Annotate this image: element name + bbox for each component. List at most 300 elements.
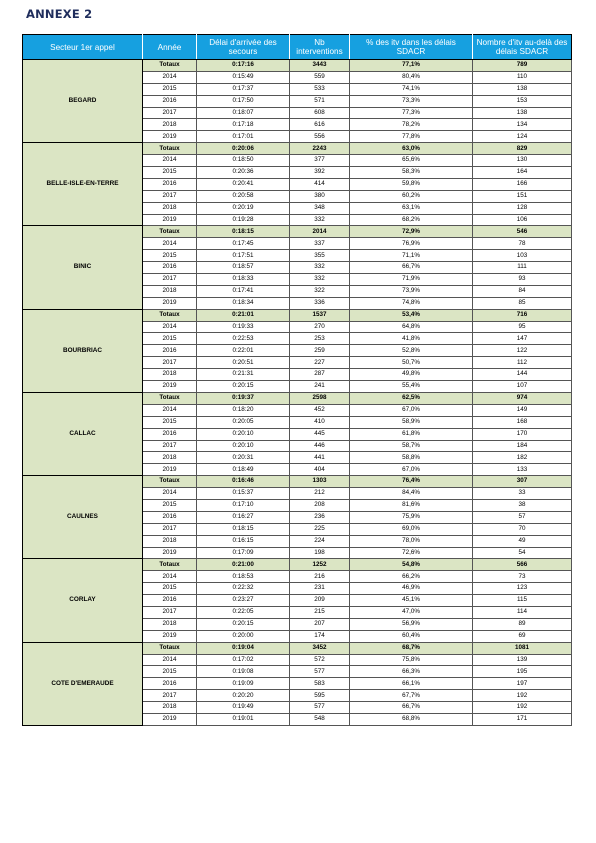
nombre-au-dela-cell: 789: [473, 60, 572, 72]
delai-cell: 0:18:33: [197, 274, 290, 286]
annee-cell: 2015: [143, 666, 197, 678]
annee-cell: Totaux: [143, 642, 197, 654]
nb-interventions-cell: 3452: [290, 642, 350, 654]
pct-delais-cell: 73,9%: [350, 285, 473, 297]
nombre-au-dela-cell: 73: [473, 571, 572, 583]
pct-delais-cell: 60,4%: [350, 630, 473, 642]
annee-cell: 2015: [143, 250, 197, 262]
pct-delais-cell: 60,2%: [350, 190, 473, 202]
nb-interventions-cell: 174: [290, 630, 350, 642]
delai-cell: 0:15:37: [197, 488, 290, 500]
pct-delais-cell: 77,8%: [350, 131, 473, 143]
delai-cell: 0:17:37: [197, 83, 290, 95]
pct-delais-cell: 75,8%: [350, 654, 473, 666]
sector-name-cell: BELLE-ISLE-EN-TERRE: [23, 143, 143, 226]
annee-cell: 2018: [143, 285, 197, 297]
nb-interventions-cell: 572: [290, 654, 350, 666]
sector-name-cell: BOURBRIAC: [23, 309, 143, 392]
pct-delais-cell: 78,0%: [350, 535, 473, 547]
pct-delais-cell: 66,2%: [350, 571, 473, 583]
pct-delais-cell: 72,9%: [350, 226, 473, 238]
nb-interventions-cell: 1252: [290, 559, 350, 571]
delai-cell: 0:20:06: [197, 143, 290, 155]
delai-cell: 0:19:28: [197, 214, 290, 226]
nb-interventions-cell: 583: [290, 678, 350, 690]
header-delai: Délai d'arrivée des secours: [197, 35, 290, 60]
delai-cell: 0:20:15: [197, 618, 290, 630]
nombre-au-dela-cell: 111: [473, 262, 572, 274]
delai-cell: 0:17:01: [197, 131, 290, 143]
nombre-au-dela-cell: 151: [473, 190, 572, 202]
nb-interventions-cell: 548: [290, 713, 350, 725]
annee-cell: 2019: [143, 214, 197, 226]
delai-cell: 0:17:09: [197, 547, 290, 559]
nombre-au-dela-cell: 69: [473, 630, 572, 642]
delai-cell: 0:20:41: [197, 178, 290, 190]
pct-delais-cell: 55,4%: [350, 381, 473, 393]
sector-name-cell: CAULNES: [23, 476, 143, 559]
sector-name-cell: BEGARD: [23, 60, 143, 143]
delai-cell: 0:20:19: [197, 202, 290, 214]
nb-interventions-cell: 224: [290, 535, 350, 547]
delai-cell: 0:20:31: [197, 452, 290, 464]
annee-cell: 2016: [143, 178, 197, 190]
delai-cell: 0:19:04: [197, 642, 290, 654]
annee-cell: 2018: [143, 202, 197, 214]
header-annee: Année: [143, 35, 197, 60]
nb-interventions-cell: 410: [290, 416, 350, 428]
delai-cell: 0:18:53: [197, 571, 290, 583]
pct-delais-cell: 77,3%: [350, 107, 473, 119]
nb-interventions-cell: 216: [290, 571, 350, 583]
nb-interventions-cell: 577: [290, 666, 350, 678]
header-pct-delais: % des itv dans les délais SDACR: [350, 35, 473, 60]
totals-row: [23, 309, 572, 321]
totals-row: [23, 559, 572, 571]
delai-cell: 0:18:50: [197, 155, 290, 167]
nombre-au-dela-cell: 110: [473, 71, 572, 83]
nb-interventions-cell: 577: [290, 702, 350, 714]
nombre-au-dela-cell: 70: [473, 523, 572, 535]
annee-cell: 2019: [143, 464, 197, 476]
delai-cell: 0:19:08: [197, 666, 290, 678]
annee-cell: 2014: [143, 71, 197, 83]
nb-interventions-cell: 441: [290, 452, 350, 464]
delai-cell: 0:18:20: [197, 404, 290, 416]
delai-cell: 0:17:45: [197, 238, 290, 250]
pct-delais-cell: 81,6%: [350, 499, 473, 511]
annee-cell: Totaux: [143, 309, 197, 321]
table-header-row: [23, 35, 572, 60]
totals-row: [23, 392, 572, 404]
delai-cell: 0:16:27: [197, 511, 290, 523]
delai-cell: 0:18:34: [197, 297, 290, 309]
annee-cell: 2018: [143, 535, 197, 547]
nombre-au-dela-cell: 84: [473, 285, 572, 297]
delai-cell: 0:22:53: [197, 333, 290, 345]
annee-cell: 2016: [143, 262, 197, 274]
nb-interventions-cell: 336: [290, 297, 350, 309]
pct-delais-cell: 68,2%: [350, 214, 473, 226]
annee-cell: 2019: [143, 297, 197, 309]
annee-cell: 2014: [143, 404, 197, 416]
nb-interventions-cell: 332: [290, 262, 350, 274]
nombre-au-dela-cell: 93: [473, 274, 572, 286]
delai-cell: 0:18:15: [197, 523, 290, 535]
pct-delais-cell: 53,4%: [350, 309, 473, 321]
annee-cell: 2016: [143, 345, 197, 357]
nb-interventions-cell: 2598: [290, 392, 350, 404]
delai-cell: 0:20:51: [197, 357, 290, 369]
nombre-au-dela-cell: 49: [473, 535, 572, 547]
nombre-au-dela-cell: 307: [473, 476, 572, 488]
nombre-au-dela-cell: 95: [473, 321, 572, 333]
delai-cell: 0:18:49: [197, 464, 290, 476]
nombre-au-dela-cell: 107: [473, 381, 572, 393]
nombre-au-dela-cell: 171: [473, 713, 572, 725]
annee-cell: 2015: [143, 83, 197, 95]
pct-delais-cell: 66,1%: [350, 678, 473, 690]
nombre-au-dela-cell: 103: [473, 250, 572, 262]
delai-cell: 0:19:01: [197, 713, 290, 725]
nb-interventions-cell: 377: [290, 155, 350, 167]
pct-delais-cell: 58,7%: [350, 440, 473, 452]
nb-interventions-cell: 322: [290, 285, 350, 297]
annee-cell: 2018: [143, 618, 197, 630]
nb-interventions-cell: 270: [290, 321, 350, 333]
nombre-au-dela-cell: 112: [473, 357, 572, 369]
pct-delais-cell: 52,8%: [350, 345, 473, 357]
totals-row: [23, 642, 572, 654]
annee-cell: 2017: [143, 606, 197, 618]
nb-interventions-cell: 241: [290, 381, 350, 393]
nb-interventions-cell: 404: [290, 464, 350, 476]
nombre-au-dela-cell: 149: [473, 404, 572, 416]
delai-cell: 0:18:15: [197, 226, 290, 238]
nb-interventions-cell: 212: [290, 488, 350, 500]
pct-delais-cell: 63,1%: [350, 202, 473, 214]
pct-delais-cell: 67,0%: [350, 464, 473, 476]
nombre-au-dela-cell: 57: [473, 511, 572, 523]
annee-cell: 2015: [143, 499, 197, 511]
annee-cell: 2017: [143, 523, 197, 535]
nombre-au-dela-cell: 115: [473, 595, 572, 607]
nb-interventions-cell: 332: [290, 274, 350, 286]
delai-cell: 0:22:32: [197, 583, 290, 595]
pct-delais-cell: 63,0%: [350, 143, 473, 155]
annee-cell: 2015: [143, 416, 197, 428]
nb-interventions-cell: 559: [290, 71, 350, 83]
nombre-au-dela-cell: 170: [473, 428, 572, 440]
nombre-au-dela-cell: 38: [473, 499, 572, 511]
annee-cell: Totaux: [143, 143, 197, 155]
pct-delais-cell: 77,1%: [350, 60, 473, 72]
nombre-au-dela-cell: 128: [473, 202, 572, 214]
nb-interventions-cell: 236: [290, 511, 350, 523]
pct-delais-cell: 73,3%: [350, 95, 473, 107]
intervention-delay-table: [22, 34, 572, 726]
nombre-au-dela-cell: 54: [473, 547, 572, 559]
pct-delais-cell: 62,5%: [350, 392, 473, 404]
pct-delais-cell: 66,3%: [350, 666, 473, 678]
pct-delais-cell: 80,4%: [350, 71, 473, 83]
pct-delais-cell: 54,8%: [350, 559, 473, 571]
nb-interventions-cell: 348: [290, 202, 350, 214]
delai-cell: 0:18:57: [197, 262, 290, 274]
annee-cell: 2015: [143, 167, 197, 179]
annee-cell: 2016: [143, 428, 197, 440]
totals-row: [23, 143, 572, 155]
delai-cell: 0:21:31: [197, 369, 290, 381]
nombre-au-dela-cell: 123: [473, 583, 572, 595]
annee-cell: 2019: [143, 713, 197, 725]
nb-interventions-cell: 2014: [290, 226, 350, 238]
annee-cell: Totaux: [143, 476, 197, 488]
pct-delais-cell: 71,1%: [350, 250, 473, 262]
header-nombre-au-dela: Nombre d'itv au-delà des délais SDACR: [473, 35, 572, 60]
nombre-au-dela-cell: 130: [473, 155, 572, 167]
nb-interventions-cell: 253: [290, 333, 350, 345]
nombre-au-dela-cell: 1081: [473, 642, 572, 654]
sector-name-cell: CALLAC: [23, 392, 143, 475]
nb-interventions-cell: 332: [290, 214, 350, 226]
nombre-au-dela-cell: 138: [473, 107, 572, 119]
nb-interventions-cell: 355: [290, 250, 350, 262]
delai-cell: 0:20:20: [197, 690, 290, 702]
delai-cell: 0:15:49: [197, 71, 290, 83]
delai-cell: 0:20:15: [197, 381, 290, 393]
nb-interventions-cell: 556: [290, 131, 350, 143]
pct-delais-cell: 72,6%: [350, 547, 473, 559]
annee-cell: 2016: [143, 595, 197, 607]
nb-interventions-cell: 533: [290, 83, 350, 95]
pct-delais-cell: 50,7%: [350, 357, 473, 369]
nombre-au-dela-cell: 139: [473, 654, 572, 666]
nb-interventions-cell: 446: [290, 440, 350, 452]
annee-cell: 2014: [143, 321, 197, 333]
totals-row: [23, 476, 572, 488]
delai-cell: 0:22:01: [197, 345, 290, 357]
nombre-au-dela-cell: 829: [473, 143, 572, 155]
annee-cell: 2018: [143, 452, 197, 464]
pct-delais-cell: 74,1%: [350, 83, 473, 95]
delai-cell: 0:20:58: [197, 190, 290, 202]
pct-delais-cell: 68,8%: [350, 713, 473, 725]
nb-interventions-cell: 452: [290, 404, 350, 416]
annee-cell: 2016: [143, 511, 197, 523]
nb-interventions-cell: 209: [290, 595, 350, 607]
nb-interventions-cell: 259: [290, 345, 350, 357]
nb-interventions-cell: 225: [290, 523, 350, 535]
nombre-au-dela-cell: 192: [473, 702, 572, 714]
nb-interventions-cell: 227: [290, 357, 350, 369]
annee-cell: 2014: [143, 571, 197, 583]
delai-cell: 0:18:07: [197, 107, 290, 119]
pct-delais-cell: 56,9%: [350, 618, 473, 630]
nb-interventions-cell: 2243: [290, 143, 350, 155]
annee-cell: 2018: [143, 119, 197, 131]
nb-interventions-cell: 207: [290, 618, 350, 630]
pct-delais-cell: 41,8%: [350, 333, 473, 345]
nombre-au-dela-cell: 716: [473, 309, 572, 321]
delai-cell: 0:20:10: [197, 440, 290, 452]
pct-delais-cell: 67,7%: [350, 690, 473, 702]
delai-cell: 0:19:49: [197, 702, 290, 714]
nombre-au-dela-cell: 153: [473, 95, 572, 107]
delai-cell: 0:21:00: [197, 559, 290, 571]
nb-interventions-cell: 608: [290, 107, 350, 119]
delai-cell: 0:16:46: [197, 476, 290, 488]
annee-cell: 2019: [143, 547, 197, 559]
nb-interventions-cell: 616: [290, 119, 350, 131]
pct-delais-cell: 58,9%: [350, 416, 473, 428]
pct-delais-cell: 76,4%: [350, 476, 473, 488]
pct-delais-cell: 47,0%: [350, 606, 473, 618]
annee-cell: 2019: [143, 131, 197, 143]
nombre-au-dela-cell: 546: [473, 226, 572, 238]
annee-cell: 2014: [143, 155, 197, 167]
delai-cell: 0:17:51: [197, 250, 290, 262]
nombre-au-dela-cell: 974: [473, 392, 572, 404]
nb-interventions-cell: 380: [290, 190, 350, 202]
annee-cell: 2017: [143, 107, 197, 119]
annee-cell: 2014: [143, 654, 197, 666]
nb-interventions-cell: 231: [290, 583, 350, 595]
nombre-au-dela-cell: 138: [473, 83, 572, 95]
annee-cell: 2014: [143, 488, 197, 500]
nombre-au-dela-cell: 89: [473, 618, 572, 630]
annee-cell: 2019: [143, 630, 197, 642]
nb-interventions-cell: 208: [290, 499, 350, 511]
pct-delais-cell: 58,8%: [350, 452, 473, 464]
page-title: ANNEXE 2: [26, 7, 93, 21]
pct-delais-cell: 59,8%: [350, 178, 473, 190]
pct-delais-cell: 49,8%: [350, 369, 473, 381]
header-nb-interventions: Nb interventions: [290, 35, 350, 60]
annee-cell: Totaux: [143, 392, 197, 404]
nb-interventions-cell: 3443: [290, 60, 350, 72]
nombre-au-dela-cell: 147: [473, 333, 572, 345]
nb-interventions-cell: 571: [290, 95, 350, 107]
nombre-au-dela-cell: 106: [473, 214, 572, 226]
pct-delais-cell: 64,8%: [350, 321, 473, 333]
nombre-au-dela-cell: 114: [473, 606, 572, 618]
nb-interventions-cell: 1303: [290, 476, 350, 488]
nombre-au-dela-cell: 85: [473, 297, 572, 309]
annee-cell: 2017: [143, 357, 197, 369]
nombre-au-dela-cell: 78: [473, 238, 572, 250]
pct-delais-cell: 84,4%: [350, 488, 473, 500]
delai-cell: 0:22:05: [197, 606, 290, 618]
nb-interventions-cell: 198: [290, 547, 350, 559]
delai-cell: 0:17:41: [197, 285, 290, 297]
pct-delais-cell: 75,9%: [350, 511, 473, 523]
nb-interventions-cell: 1537: [290, 309, 350, 321]
annee-cell: Totaux: [143, 226, 197, 238]
nombre-au-dela-cell: 122: [473, 345, 572, 357]
nombre-au-dela-cell: 566: [473, 559, 572, 571]
delai-cell: 0:23:27: [197, 595, 290, 607]
annee-cell: 2018: [143, 369, 197, 381]
delai-cell: 0:19:33: [197, 321, 290, 333]
nombre-au-dela-cell: 33: [473, 488, 572, 500]
annee-cell: 2018: [143, 702, 197, 714]
pct-delais-cell: 68,7%: [350, 642, 473, 654]
nombre-au-dela-cell: 184: [473, 440, 572, 452]
annee-cell: 2016: [143, 678, 197, 690]
totals-row: [23, 226, 572, 238]
nombre-au-dela-cell: 164: [473, 167, 572, 179]
pct-delais-cell: 58,3%: [350, 167, 473, 179]
delai-cell: 0:16:15: [197, 535, 290, 547]
nombre-au-dela-cell: 182: [473, 452, 572, 464]
annee-cell: 2015: [143, 583, 197, 595]
nombre-au-dela-cell: 144: [473, 369, 572, 381]
nombre-au-dela-cell: 192: [473, 690, 572, 702]
delai-cell: 0:20:00: [197, 630, 290, 642]
pct-delais-cell: 74,8%: [350, 297, 473, 309]
pct-delais-cell: 66,7%: [350, 262, 473, 274]
pct-delais-cell: 69,0%: [350, 523, 473, 535]
sector-name-cell: CORLAY: [23, 559, 143, 642]
nb-interventions-cell: 445: [290, 428, 350, 440]
nb-interventions-cell: 337: [290, 238, 350, 250]
pct-delais-cell: 67,0%: [350, 404, 473, 416]
delai-cell: 0:17:02: [197, 654, 290, 666]
annee-cell: 2016: [143, 95, 197, 107]
delai-cell: 0:20:36: [197, 167, 290, 179]
pct-delais-cell: 76,9%: [350, 238, 473, 250]
delai-cell: 0:17:10: [197, 499, 290, 511]
pct-delais-cell: 66,7%: [350, 702, 473, 714]
table-body: [23, 60, 572, 726]
delai-cell: 0:17:18: [197, 119, 290, 131]
nombre-au-dela-cell: 133: [473, 464, 572, 476]
nb-interventions-cell: 392: [290, 167, 350, 179]
delai-cell: 0:20:10: [197, 428, 290, 440]
nb-interventions-cell: 414: [290, 178, 350, 190]
annee-cell: 2017: [143, 440, 197, 452]
nombre-au-dela-cell: 166: [473, 178, 572, 190]
annee-cell: 2017: [143, 274, 197, 286]
nb-interventions-cell: 287: [290, 369, 350, 381]
pct-delais-cell: 65,6%: [350, 155, 473, 167]
annee-cell: 2014: [143, 238, 197, 250]
sector-name-cell: BINIC: [23, 226, 143, 309]
pct-delais-cell: 71,9%: [350, 274, 473, 286]
delai-cell: 0:19:37: [197, 392, 290, 404]
nombre-au-dela-cell: 197: [473, 678, 572, 690]
delai-cell: 0:19:09: [197, 678, 290, 690]
pct-delais-cell: 45,1%: [350, 595, 473, 607]
totals-row: [23, 60, 572, 72]
nombre-au-dela-cell: 195: [473, 666, 572, 678]
pct-delais-cell: 78,2%: [350, 119, 473, 131]
nombre-au-dela-cell: 134: [473, 119, 572, 131]
annee-cell: 2015: [143, 333, 197, 345]
annee-cell: Totaux: [143, 559, 197, 571]
sector-name-cell: COTE D'EMERAUDE: [23, 642, 143, 725]
delai-cell: 0:17:16: [197, 60, 290, 72]
annee-cell: Totaux: [143, 60, 197, 72]
annee-cell: 2017: [143, 190, 197, 202]
annee-cell: 2019: [143, 381, 197, 393]
delai-cell: 0:20:05: [197, 416, 290, 428]
pct-delais-cell: 61,8%: [350, 428, 473, 440]
nb-interventions-cell: 595: [290, 690, 350, 702]
delai-cell: 0:17:50: [197, 95, 290, 107]
delai-cell: 0:21:01: [197, 309, 290, 321]
